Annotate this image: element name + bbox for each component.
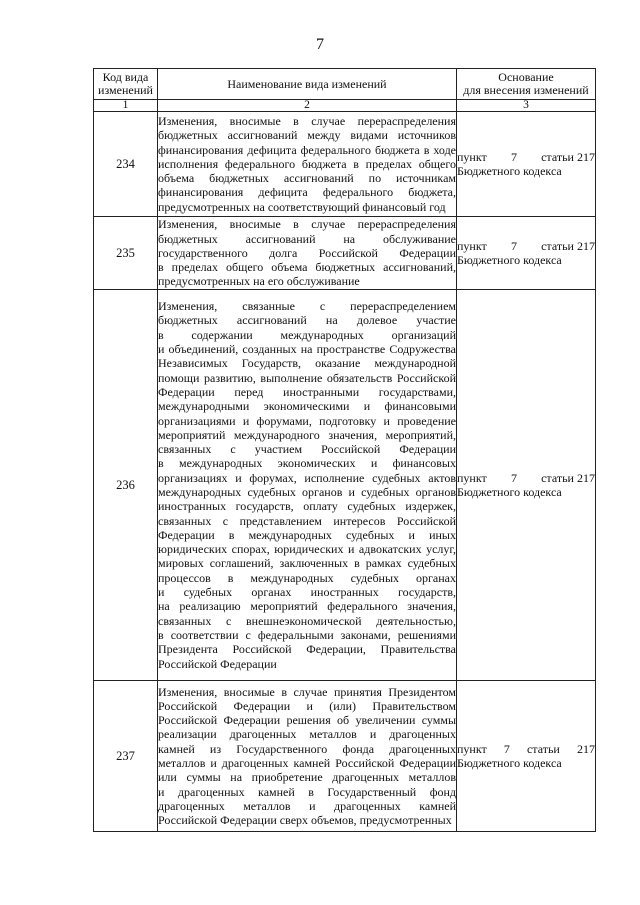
description-line: мировых соглашений, заключенных в рамках судебных bbox=[158, 556, 456, 571]
row-description bbox=[158, 290, 457, 681]
description-line: связанных с представлением интересов Российской bbox=[158, 513, 456, 528]
description-line: процессов в международных судебных органах bbox=[158, 570, 456, 585]
description-line: реализации драгоценных металлов и драгоценных bbox=[158, 727, 456, 742]
row-basis bbox=[457, 290, 596, 681]
basis-word: 7 bbox=[510, 238, 517, 253]
row-code: 234 bbox=[94, 112, 158, 217]
description-line: международными экономическими и финансовыми bbox=[158, 399, 456, 414]
header-basis: Основание для внесения изменений bbox=[457, 69, 596, 100]
basis-word: пункт bbox=[457, 149, 487, 164]
column-number: 1 bbox=[94, 100, 158, 112]
row-description bbox=[158, 112, 457, 217]
table-row bbox=[94, 112, 596, 217]
column-number: 2 bbox=[158, 100, 457, 112]
basis-word: статьи 217 bbox=[541, 149, 595, 164]
basis-word: статьи bbox=[526, 741, 560, 756]
basis-reference bbox=[457, 239, 595, 253]
description-line: Российской Федерации bbox=[158, 656, 277, 671]
description-line: бюджетных ассигнований между видами источников bbox=[158, 128, 456, 143]
header-code: Код вида изменений bbox=[94, 69, 158, 100]
description-line: на реализацию мероприятий федерального значения, bbox=[158, 599, 456, 614]
row-basis bbox=[457, 217, 596, 290]
basis-code: Бюджетного кодекса bbox=[457, 485, 562, 499]
column-numbers-row bbox=[94, 100, 596, 112]
basis-code: Бюджетного кодекса bbox=[457, 253, 562, 267]
description-line: бюджетных ассигнований на долевое участие bbox=[158, 313, 456, 328]
description-line: бюджетных ассигнований на обслуживание bbox=[158, 231, 456, 246]
table-row bbox=[94, 681, 596, 832]
page-number: 7 bbox=[316, 36, 324, 53]
basis-reference bbox=[457, 150, 595, 164]
basis-reference bbox=[457, 742, 595, 756]
description-line: Независимых Государств, оказание международной bbox=[158, 356, 456, 371]
description-line: предусмотренных на соответствующий финансовый год bbox=[158, 199, 446, 214]
header-name: Наименование вида изменений bbox=[158, 69, 457, 100]
description-line: Российской Федерации сверх объемов, предусмотренных bbox=[158, 813, 452, 828]
description-line: Федерации в международных судебных и иных bbox=[158, 527, 456, 542]
basis-word: статьи 217 bbox=[541, 470, 595, 485]
basis-code: Бюджетного кодекса bbox=[457, 756, 562, 770]
description-line: драгоценных металлов и драгоценных камней bbox=[158, 798, 456, 813]
description-line: Российской Федерации решения об увеличении суммы bbox=[158, 713, 456, 728]
description-line: в соответствии с федеральными законами, решениями bbox=[158, 627, 456, 642]
description-line: в международных экономических и финансовых bbox=[158, 456, 456, 471]
row-code: 237 bbox=[94, 681, 158, 832]
description-line: предусмотренных на его обслуживание bbox=[158, 274, 360, 289]
basis-word: пункт bbox=[457, 470, 487, 485]
description-line: связанных с участием Российской Федерации bbox=[158, 442, 456, 457]
description-line: организациях и форумах, исполнение судебных актов bbox=[158, 470, 456, 485]
description-line: Изменения, вносимые в случае перераспределения bbox=[158, 113, 456, 128]
description-line: Федерации перед иностранными государствами, bbox=[158, 384, 456, 399]
basis-word: пункт bbox=[457, 238, 487, 253]
row-code: 236 bbox=[94, 290, 158, 681]
description-line: или суммы на приобретение драгоценных металлов bbox=[158, 770, 456, 785]
basis-word: статьи 217 bbox=[541, 238, 595, 253]
description-line: объема бюджетных ассигнований по источникам bbox=[158, 171, 456, 186]
description-line: камней из Государственного фонда драгоценных bbox=[158, 741, 456, 756]
description-line: помощи развитию, выполнение обязательств Российской bbox=[158, 370, 456, 385]
description-line: и объединений, созданных на пространстве Содружества bbox=[158, 342, 456, 357]
description-line: Изменения, вносимые в случае перераспределения bbox=[158, 217, 456, 232]
description-line: и судебных органах иностранных государств, bbox=[158, 585, 456, 600]
description-line: иностранных государств, оплату судебных издержек, bbox=[158, 499, 456, 514]
description-line: в пределах общего объема бюджетных ассигнований, bbox=[158, 260, 456, 275]
description-line: финансирования дефицита федерального бюджета в ходе bbox=[158, 142, 456, 157]
description-line: организациями и форумами, подготовку и проведение bbox=[158, 413, 456, 428]
description-line: финансирования дефицита федерального бюджета, bbox=[158, 185, 456, 200]
basis-code: Бюджетного кодекса bbox=[457, 164, 562, 178]
description-line: международных судебных органов и судебных органов bbox=[158, 485, 456, 499]
table-row bbox=[94, 217, 596, 290]
description-line: Изменения, вносимые в случае принятия Президентом bbox=[158, 684, 456, 699]
row-description bbox=[158, 217, 457, 290]
description-line: исполнения федерального бюджета в пределах общего bbox=[158, 156, 456, 171]
basis-word: 7 bbox=[510, 470, 517, 485]
column-number: 3 bbox=[457, 100, 596, 112]
description-line: Президента Российской Федерации, Правительства bbox=[158, 642, 456, 657]
basis-word: 7 bbox=[510, 149, 517, 164]
description-line: мероприятий международного значения, мероприятий, bbox=[158, 427, 456, 442]
row-basis bbox=[457, 681, 596, 832]
changes-table bbox=[93, 68, 596, 832]
basis-word: пункт bbox=[457, 741, 487, 756]
basis-word: 217 bbox=[576, 741, 595, 756]
table-header-row bbox=[94, 69, 596, 100]
row-code: 235 bbox=[94, 217, 158, 290]
description-line: металлов и драгоценных камней Российской Федерации bbox=[158, 756, 456, 770]
basis-word: 7 bbox=[503, 741, 510, 756]
table-row bbox=[94, 290, 596, 681]
description-line: связанных с внешнеэкономической деятельностью, bbox=[158, 613, 456, 628]
row-description bbox=[158, 681, 457, 832]
description-line: в содержании международных организаций bbox=[158, 327, 456, 342]
description-line: Изменения, связанные с перераспределением bbox=[158, 299, 456, 314]
row-basis bbox=[457, 112, 596, 217]
basis-reference bbox=[457, 471, 595, 485]
description-line: Российской Федерации и (или) Правительством bbox=[158, 698, 456, 713]
description-line: и драгоценных камней в Государственный фонд bbox=[158, 784, 456, 799]
description-line: государственного долга Российской Федерации bbox=[158, 245, 456, 260]
description-line: юридических спорах, юридических и адвокатских услуг, bbox=[158, 542, 456, 557]
